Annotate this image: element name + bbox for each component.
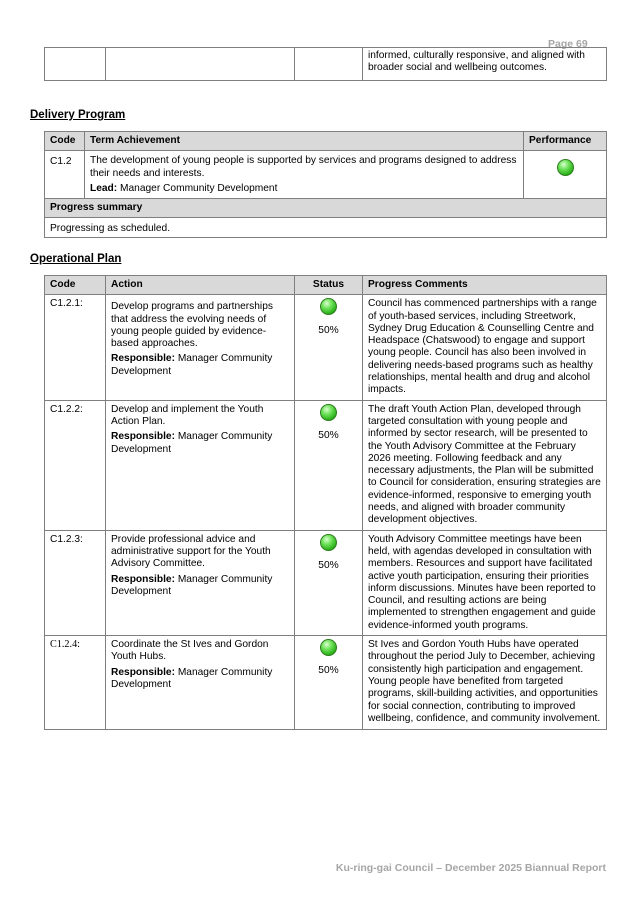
action-code: C1.2.2: (45, 400, 106, 530)
responsible-line (111, 667, 289, 692)
responsible-line (111, 431, 289, 456)
status-percent: 50% (318, 324, 339, 336)
green-status-light-icon (320, 298, 337, 315)
lead-label: Lead: (90, 182, 118, 194)
delivery-program-table (44, 131, 607, 238)
header-code: Code (45, 276, 106, 295)
status-cell (295, 295, 363, 400)
progress-comment: Council has commenced partnerships with a range of youth-based services, including Streetwork, Sydney Drug Education & Counselling Centre and Headspace (Chatswood) to engage and support young people. Council has also been involved in delivering needs-based programs such as healthy relationships, mental health and drug and alcohol impacts. (363, 295, 607, 400)
term-achievement: The development of young people is supported by services and programs designed to address their needs and interests. (90, 155, 517, 179)
footer-text: Ku-ring-gai Council – December 2025 Biannual Report (335, 862, 606, 874)
header-performance: Performance (524, 132, 607, 151)
status-cell (295, 530, 363, 635)
action-text: Develop and implement the Youth Action Plan. (111, 403, 264, 427)
status-percent: 50% (318, 559, 339, 571)
responsible-label: Responsible: (111, 666, 175, 678)
responsible-value: Manager Community Development (111, 353, 273, 377)
action-cell (106, 636, 295, 730)
lead-line (90, 183, 518, 195)
table-row (45, 218, 607, 237)
empty-cell (106, 48, 295, 81)
empty-cell (45, 48, 106, 81)
continuation-comment: informed, culturally responsive, and aligned with broader social and wellbeing outcomes. (363, 48, 607, 81)
responsible-value: Manager Community Development (111, 573, 273, 597)
progress-comment: Youth Advisory Committee meetings have been held, with agendas developed in consultation with members. Resources and support have facilitated active youth participation, ensuring their priorities inform discussions. Minutes have been reported to Council, and resulting actions are being implemented to strengthen engagement and guide evidence-informed youth programs. (363, 530, 607, 635)
table-header-row (45, 132, 607, 151)
table-row (45, 295, 607, 400)
action-text: Develop programs and partnerships that address the evolving needs of young people guided by evidence-based approaches. (111, 301, 273, 350)
responsible-value: Manager Community Development (111, 666, 273, 690)
responsible-label: Responsible: (111, 573, 175, 585)
table-row (45, 151, 607, 199)
empty-cell (295, 48, 363, 81)
term-code: C1.2 (45, 151, 85, 199)
page-number: Page 69 (548, 38, 588, 50)
responsible-line (111, 574, 289, 599)
progress-summary-label: Progress summary (45, 199, 607, 218)
table-row (45, 636, 607, 730)
table-row (45, 530, 607, 635)
table-row (45, 400, 607, 530)
operational-plan-table (44, 275, 607, 730)
green-status-light-icon (320, 639, 337, 656)
action-code: C1.2.1: (45, 295, 106, 400)
action-cell (106, 295, 295, 400)
status-percent: 50% (318, 665, 339, 677)
term-achievement-cell (85, 151, 524, 199)
responsible-value: Manager Community Development (111, 431, 273, 455)
responsible-label: Responsible: (111, 353, 175, 365)
action-cell (106, 530, 295, 635)
table-header-row (45, 276, 607, 295)
header-action: Action (106, 276, 295, 295)
action-text: Coordinate the St Ives and Gordon Youth Hubs. (111, 639, 269, 663)
performance-cell (524, 151, 607, 199)
status-percent: 50% (318, 429, 339, 441)
header-term-achievement: Term Achievement (85, 132, 524, 151)
delivery-program-title: Delivery Program (30, 109, 126, 121)
status-cell (295, 636, 363, 730)
progress-comment: St Ives and Gordon Youth Hubs have operated throughout the period July to December, achieving consistently high participation and engagement. Young people have benefited from targeted programs, skill-building activities, and opportunities for social connection, contributing to improved wellbeing, confidence, and community involvement. (363, 636, 607, 730)
header-code: Code (45, 132, 85, 151)
progress-summary-text: Progressing as scheduled. (45, 218, 607, 237)
green-status-light-icon (320, 404, 337, 421)
action-code: C1.2.3: (45, 530, 106, 635)
status-cell (295, 400, 363, 530)
responsible-label: Responsible: (111, 431, 175, 443)
action-cell (106, 400, 295, 530)
continuation-table (44, 47, 607, 81)
action-text: Provide professional advice and administrative support for the Youth Advisory Committee. (111, 533, 271, 570)
progress-comment: The draft Youth Action Plan, developed through targeted consultation with young people and informed by sector research, will be presented to the Youth Advisory Committee at the February 2026 meeting. Following feedback and any necessary adjustments, the Plan will be submitted to Council for consideration, ensuring strategies are evidence-informed, responsive to emerging youth needs, and aligned with broader community development objectives. (363, 400, 607, 530)
progress-summary-header-row (45, 199, 607, 218)
header-progress-comments: Progress Comments (363, 276, 607, 295)
action-code: C1.2.4: (45, 636, 106, 730)
lead-value: Manager Community Development (120, 182, 278, 194)
green-status-light-icon (320, 534, 337, 551)
table-row (45, 48, 607, 81)
responsible-line (111, 353, 289, 378)
header-status: Status (295, 276, 363, 295)
operational-plan-title: Operational Plan (30, 253, 122, 265)
green-status-light-icon (557, 159, 574, 176)
